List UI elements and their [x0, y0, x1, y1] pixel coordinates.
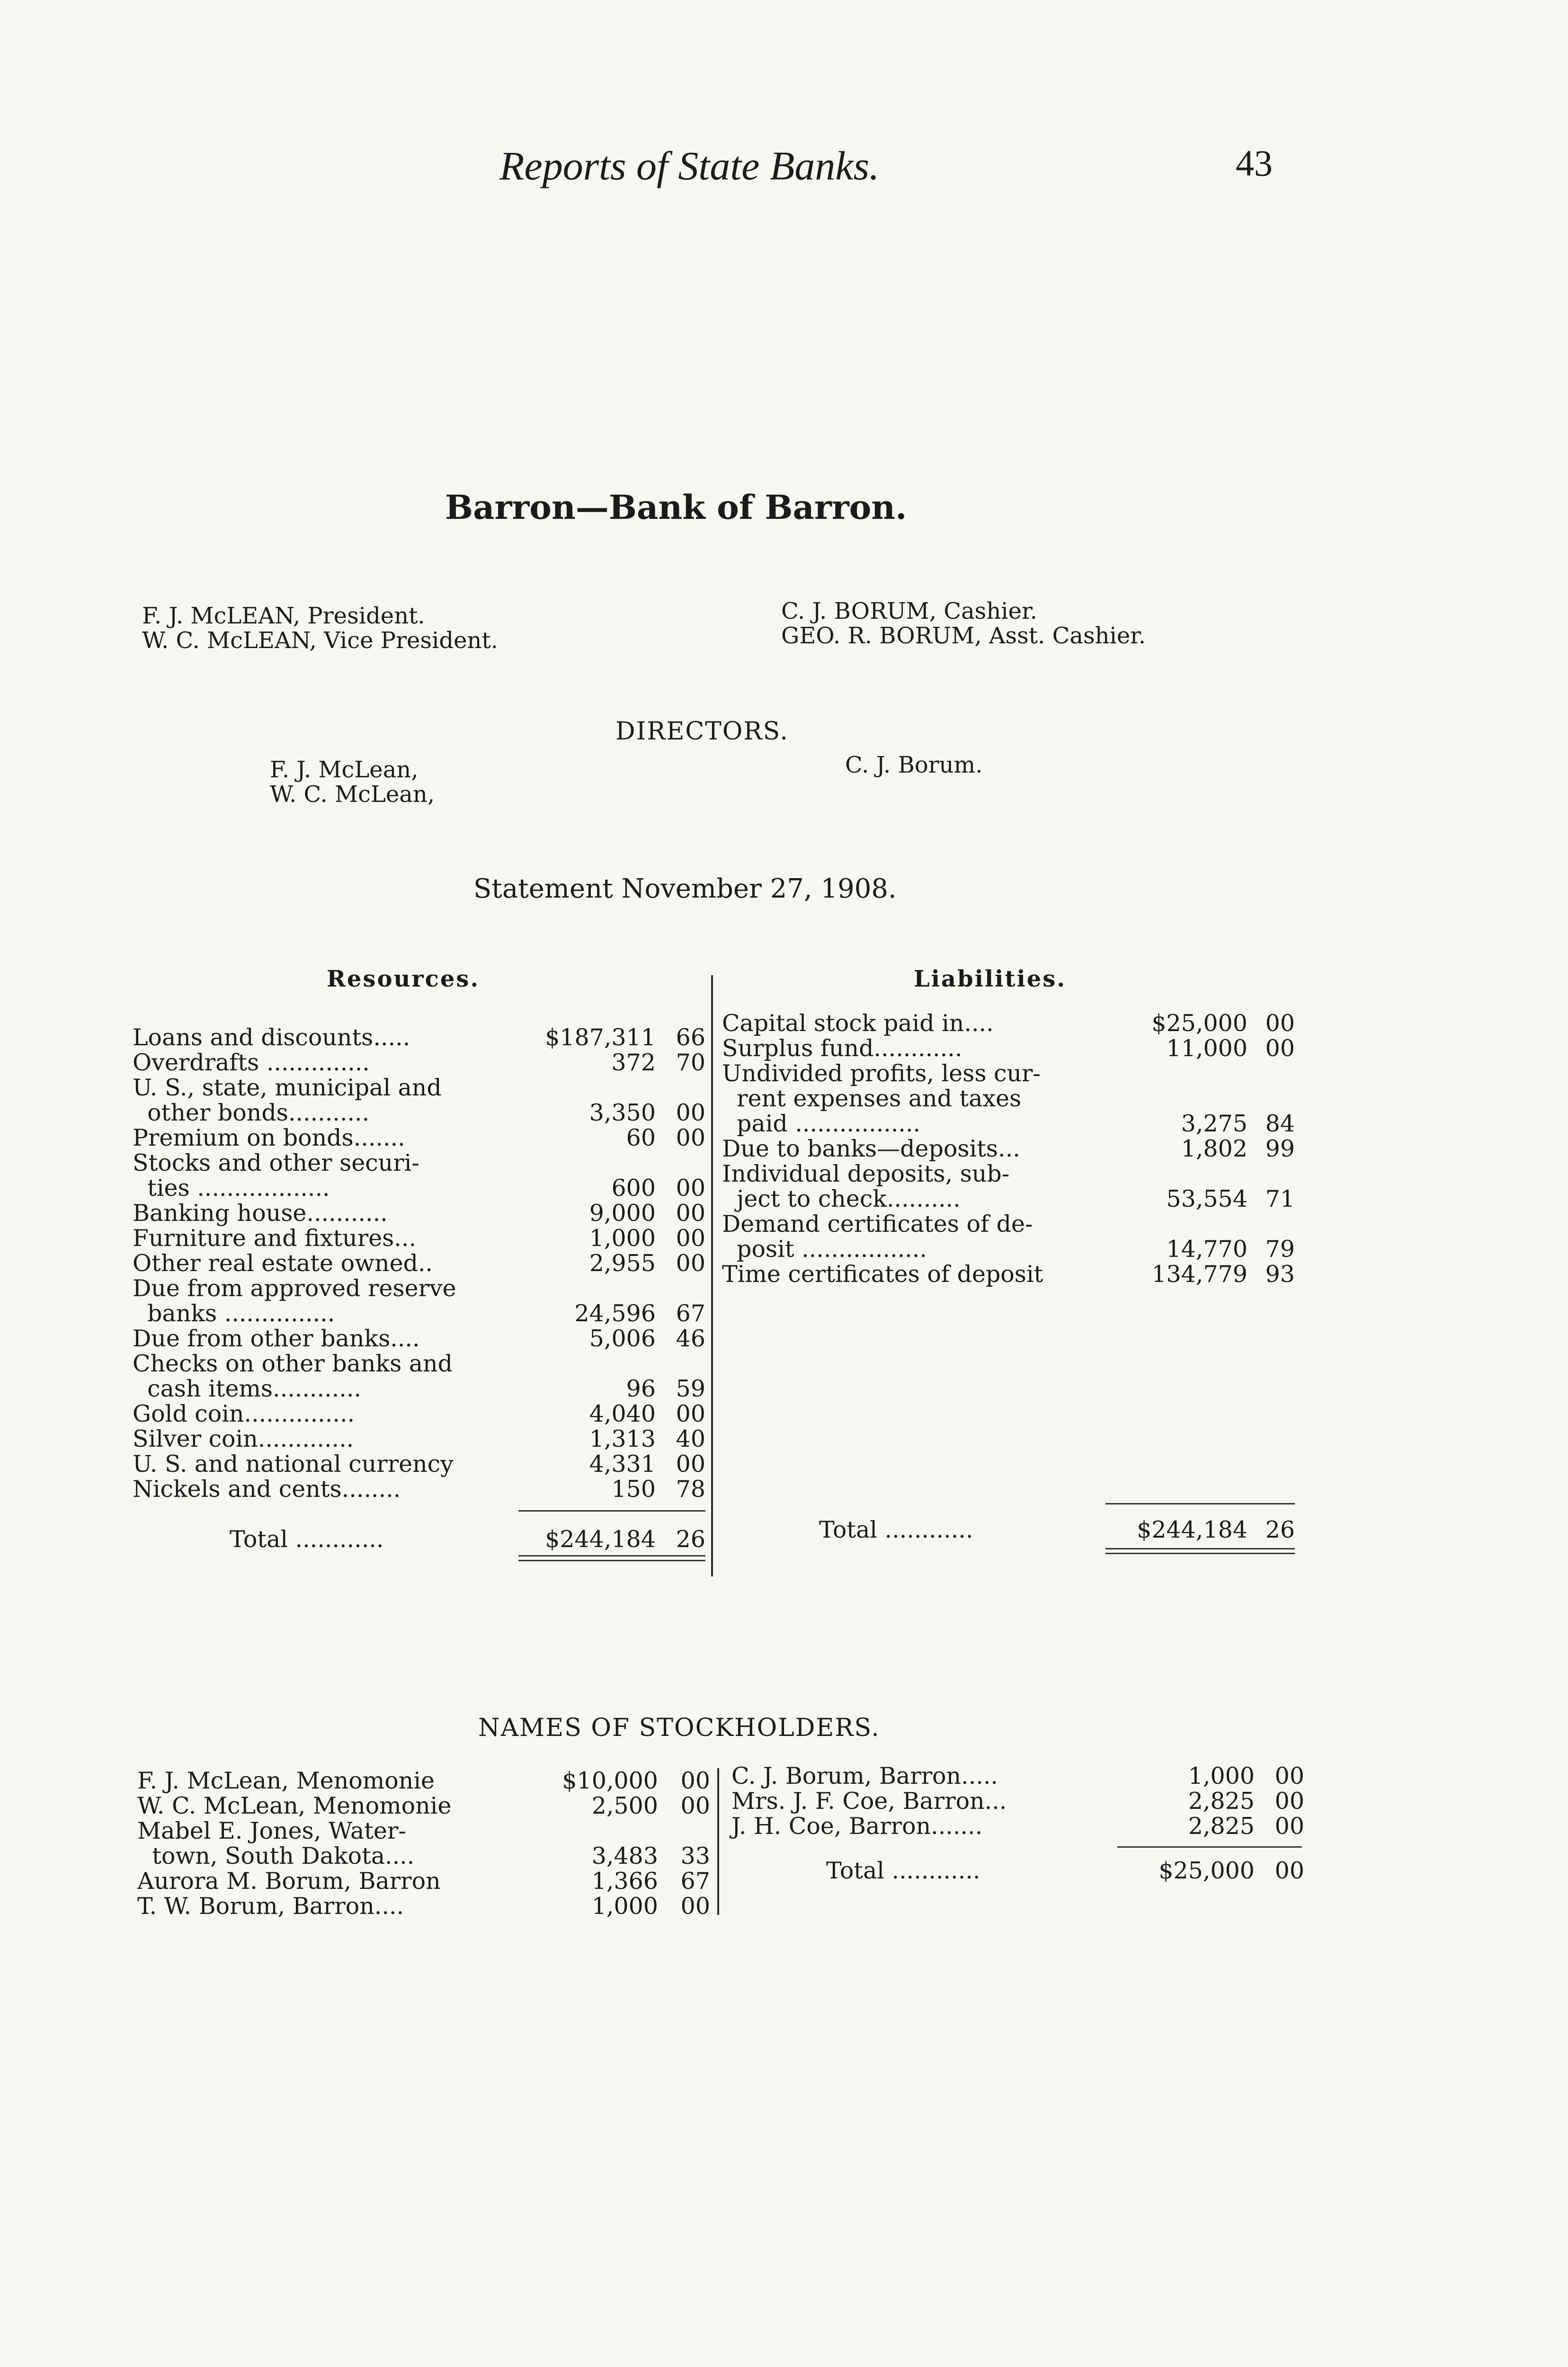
row-amount: $10,000 — [562, 1767, 658, 1794]
row-label: Furniture and fixtures... — [133, 1225, 417, 1252]
row-label: Mabel E. Jones, Water- — [137, 1817, 406, 1844]
officer-cashier: C. J. BORUM, Cashier. — [781, 598, 1037, 624]
row-amount: 372 — [611, 1049, 656, 1076]
row-cents: 00 — [676, 1175, 705, 1201]
page-number: 43 — [1236, 142, 1273, 184]
row-label: Silver coin............. — [133, 1425, 354, 1452]
total-cents: 00 — [1274, 1857, 1304, 1884]
officer-president: F. J. McLEAN, President. — [142, 603, 425, 629]
row-amount: 150 — [611, 1476, 656, 1503]
liabilities-table — [722, 1011, 1295, 1579]
row-cents: 33 — [680, 1842, 710, 1869]
row-amount: 5,006 — [589, 1325, 656, 1352]
row-cents: 00 — [676, 1124, 705, 1151]
row-amount: 1,313 — [589, 1425, 656, 1452]
row-cents: 00 — [1274, 1762, 1304, 1789]
row-label: Demand certificates of de- — [722, 1210, 1033, 1237]
row-label: Other real estate owned.. — [133, 1250, 433, 1277]
column-divider — [711, 975, 713, 1576]
row-label: Due from other banks.... — [133, 1325, 420, 1352]
total-label: Total ............ — [826, 1857, 980, 1884]
row-cents: 00 — [676, 1225, 705, 1252]
row-cents: 00 — [676, 1099, 705, 1126]
director-name: F. J. McLean, — [270, 756, 419, 783]
row-cents: 00 — [676, 1200, 705, 1227]
officer-vice-president: W. C. McLEAN, Vice President. — [142, 627, 498, 654]
row-amount: 14,770 — [1166, 1236, 1247, 1263]
stockholders-divider — [717, 1768, 719, 1915]
row-cents: 00 — [1265, 1035, 1295, 1062]
row-label: Due from approved reserve — [133, 1275, 456, 1302]
row-label: Capital stock paid in.... — [722, 1010, 994, 1037]
row-cents: 93 — [1265, 1261, 1295, 1288]
row-amount: 1,366 — [591, 1868, 658, 1895]
row-label: T. W. Borum, Barron.... — [137, 1893, 404, 1920]
row-label: J. H. Coe, Barron....... — [731, 1813, 983, 1840]
statement-date: Statement November 27, 1908. — [473, 873, 897, 904]
directors-left — [270, 757, 435, 807]
row-amount: 1,802 — [1181, 1135, 1247, 1162]
row-label: F. J. McLean, Menomonie — [137, 1767, 435, 1794]
director-name: W. C. McLean, — [270, 781, 435, 808]
total-label: Total ............ — [819, 1516, 973, 1543]
row-label: Premium on bonds....... — [133, 1124, 405, 1151]
row-label: posit ................. — [722, 1236, 927, 1263]
row-amount: 2,955 — [589, 1250, 656, 1277]
officers-left — [142, 604, 498, 653]
stockholders-heading: NAMES OF STOCKHOLDERS. — [478, 1714, 880, 1742]
row-amount: 11,000 — [1166, 1035, 1247, 1062]
row-label: Individual deposits, sub- — [722, 1160, 1010, 1187]
row-label: Banking house........... — [133, 1200, 388, 1227]
row-label: Undivided profits, less cur- — [722, 1060, 1041, 1087]
row-label: banks ............... — [133, 1300, 335, 1327]
row-amount: 1,000 — [1188, 1762, 1255, 1789]
resources-table — [133, 1025, 705, 1584]
liabilities-double-rule — [1105, 1548, 1295, 1554]
row-label: ject to check.......... — [722, 1185, 961, 1212]
row-amount: 1,000 — [589, 1225, 656, 1252]
row-cents: 46 — [676, 1325, 705, 1352]
row-label: town, South Dakota.... — [137, 1842, 415, 1869]
row-label: ties .................. — [133, 1175, 330, 1201]
row-amount: 3,350 — [589, 1099, 656, 1126]
row-amount: 2,825 — [1188, 1788, 1255, 1815]
total-label: Total ............ — [230, 1526, 384, 1553]
total-amount: $25,000 — [1158, 1857, 1255, 1884]
director-name: C. J. Borum. — [845, 752, 983, 778]
row-cents: 66 — [676, 1024, 705, 1051]
row-amount: 60 — [626, 1124, 656, 1151]
row-cents: 00 — [676, 1250, 705, 1277]
row-cents: 71 — [1265, 1185, 1295, 1212]
row-label: W. C. McLean, Menomonie — [137, 1792, 452, 1819]
row-cents: 99 — [1265, 1135, 1295, 1162]
resources-sum-rule — [518, 1510, 705, 1512]
row-label: U. S., state, municipal and — [133, 1074, 442, 1101]
total-cents: 26 — [676, 1526, 705, 1553]
row-label: U. S. and national currency — [133, 1450, 454, 1477]
row-amount: $187,311 — [545, 1024, 656, 1051]
row-amount: $25,000 — [1151, 1010, 1247, 1037]
directors-heading: DIRECTORS. — [615, 717, 789, 746]
row-amount: 96 — [626, 1375, 656, 1402]
row-label: Due to banks—deposits... — [722, 1135, 1020, 1162]
officer-asst-cashier: GEO. R. BORUM, Asst. Cashier. — [781, 623, 1146, 649]
row-label: Checks on other banks and — [133, 1350, 453, 1377]
row-label: Overdrafts .............. — [133, 1049, 370, 1076]
stockholders-right-table — [731, 1763, 1304, 1905]
row-amount: 24,596 — [574, 1300, 656, 1327]
row-cents: 00 — [680, 1792, 710, 1819]
row-amount: 2,825 — [1188, 1813, 1255, 1840]
row-cents: 40 — [676, 1425, 705, 1452]
stockholders-left-table — [137, 1768, 710, 1929]
row-cents: 00 — [676, 1400, 705, 1427]
row-amount: 2,500 — [591, 1792, 658, 1819]
row-cents: 67 — [680, 1868, 710, 1895]
row-amount: 4,331 — [589, 1450, 656, 1477]
row-amount: 3,483 — [591, 1842, 658, 1869]
row-cents: 00 — [1274, 1788, 1304, 1815]
resources-double-rule — [518, 1555, 705, 1561]
liabilities-heading: Liabilities. — [914, 966, 1067, 992]
running-header: Reports of State Banks. — [499, 143, 880, 188]
row-cents: 00 — [1265, 1010, 1295, 1037]
row-label: Stocks and other securi- — [133, 1149, 419, 1176]
row-label: Mrs. J. F. Coe, Barron... — [731, 1788, 1007, 1815]
row-label: Nickels and cents........ — [133, 1476, 401, 1503]
row-amount: 9,000 — [589, 1200, 656, 1227]
resources-heading: Resources. — [327, 966, 480, 992]
row-cents: 78 — [676, 1476, 705, 1503]
row-cents: 00 — [1274, 1813, 1304, 1840]
row-cents: 67 — [676, 1300, 705, 1327]
row-cents: 70 — [676, 1049, 705, 1076]
liabilities-sum-rule — [1105, 1503, 1295, 1504]
row-label: cash items............ — [133, 1375, 361, 1402]
row-label: paid ................. — [722, 1110, 921, 1137]
total-cents: 26 — [1265, 1516, 1295, 1543]
row-amount: 600 — [611, 1175, 656, 1201]
total-amount: $244,184 — [1137, 1516, 1247, 1543]
directors-right — [845, 753, 982, 777]
row-cents: 00 — [676, 1450, 705, 1477]
row-cents: 79 — [1265, 1236, 1295, 1263]
row-amount: 4,040 — [589, 1400, 656, 1427]
row-amount: 1,000 — [591, 1893, 658, 1920]
row-cents: 59 — [676, 1375, 705, 1402]
row-amount: 3,275 — [1181, 1110, 1247, 1137]
stockholders-sum-rule — [1117, 1846, 1302, 1848]
row-cents: 00 — [680, 1767, 710, 1794]
total-amount: $244,184 — [545, 1526, 656, 1553]
row-label: Aurora M. Borum, Barron — [137, 1868, 441, 1895]
row-label: C. J. Borum, Barron..... — [731, 1762, 998, 1789]
row-cents: 00 — [680, 1893, 710, 1920]
row-cents: 84 — [1265, 1110, 1295, 1137]
row-label: Gold coin............... — [133, 1400, 355, 1427]
row-amount: 53,554 — [1166, 1185, 1247, 1212]
officers-right — [781, 599, 1146, 648]
row-label: rent expenses and taxes — [722, 1085, 1022, 1112]
bank-title: Barron—Bank of Barron. — [445, 488, 907, 527]
row-amount: 134,779 — [1151, 1261, 1247, 1288]
row-label: Surplus fund............ — [722, 1035, 962, 1062]
row-label: Loans and discounts..... — [133, 1024, 410, 1051]
row-label: other bonds........... — [133, 1099, 370, 1126]
row-label: Time certificates of deposit — [722, 1261, 1043, 1288]
